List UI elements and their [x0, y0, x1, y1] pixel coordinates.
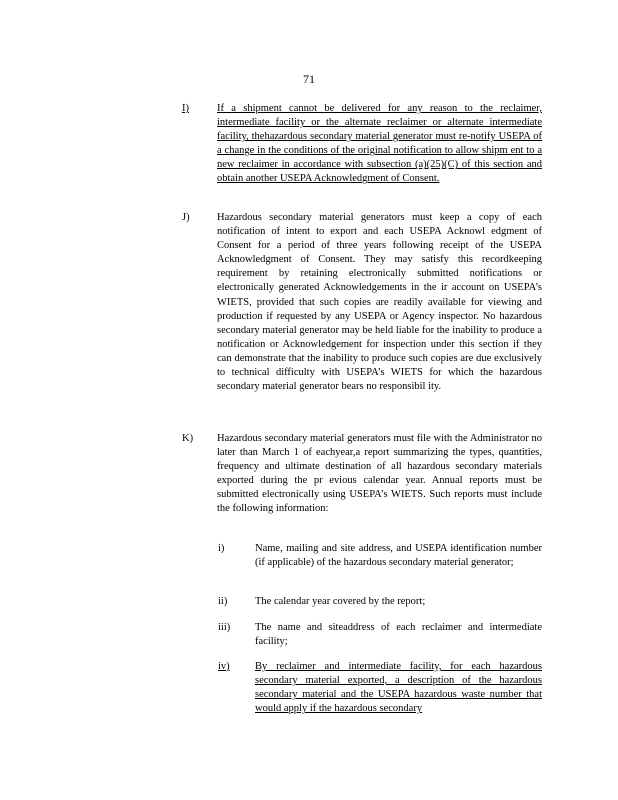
subitem-label: iii) [218, 622, 231, 633]
subparagraph-i [218, 542, 542, 570]
subitem-text: By reclaimer and intermediate facility, for each hazardous secondary material exported, a description of the hazardous secondary material and the USEPA hazardous waste number that would apply if the hazardous secondary [255, 661, 542, 715]
subparagraph-iv [218, 660, 542, 716]
paragraph-i [182, 102, 542, 187]
paragraph-k [182, 432, 542, 517]
subparagraph-iii [218, 621, 542, 649]
item-text: Hazardous secondary material generators must keep a copy of each notification of intent to export and each USEPA Acknowl edgment of Consent for a period of three years following receipt of the USEPA Acknowledgment of Consent. They may satisfy this recordkeeping requirement by retaining electronically submitted notifications or electronically generated Acknowledgements in the ir account on USEPA’s WIETS, provided that such copies are readily available for viewing and production if requested by any USEPA or Agency inspector. No hazardous secondary material generator may be held liable for the inability to produce a notification or Acknowledgement for inspection under this section if they can demonstrate that the inability to produce such copies are due exclusively to technical difficulty with USEPA’s WIETS for which the hazardous secondary material generator bears no responsibil ity. [217, 212, 542, 393]
subitem-text: Name, mailing and site address, and USEPA identification number (if applicable) of the hazardous secondary material generator; [255, 543, 542, 569]
item-label: K) [182, 433, 194, 444]
subitem-label: i) [218, 543, 225, 554]
item-label: I) [182, 103, 189, 114]
subitem-text: The calendar year covered by the report; [255, 596, 426, 607]
subitem-label: iv) [218, 661, 230, 672]
page-number: 71 [303, 72, 315, 86]
subitem-label: ii) [218, 596, 228, 607]
paragraph-j [182, 211, 542, 394]
item-text: Hazardous secondary material generators must file with the Administrator no later than March 1 of eachyear,a report summarizing the types, quantities, frequency and ultimate destination of all hazardous secondary materials exported during the pr evious calendar year. Annual reports must be submitted electronically using USEPA’s WIETS. Such reports must include the following information: [217, 433, 542, 515]
item-label: J) [182, 212, 190, 223]
subitem-text: The name and siteaddress of each reclaimer and intermediate facility; [255, 622, 542, 648]
subparagraph-ii [218, 595, 542, 609]
item-text: If a shipment cannot be delivered for any reason to the reclaimer, intermediate facility or the alternate reclaimer or alternate intermediate facility, thehazardous secondary material generator must re-notify USEPA of a change in the conditions of the original notification to allow shipm ent to a new reclaimer in accordance with subsection (a)(25)(C) of this section and obtain another USEPA Acknowledgment of Consent. [217, 103, 542, 185]
